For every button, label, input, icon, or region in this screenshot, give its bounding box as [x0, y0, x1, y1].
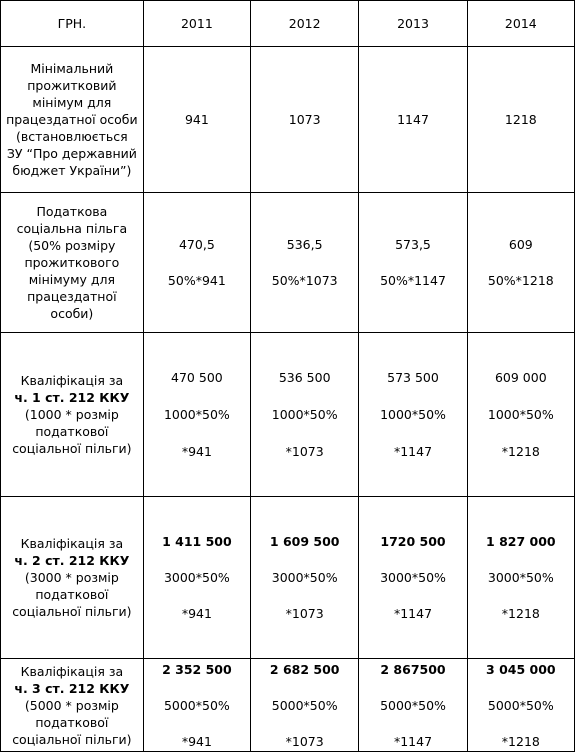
row-label: Кваліфікація за ч. 2 ст. 212 ККУ (3000 * розмір податкової соціальної пільги): [1, 497, 144, 659]
table-header-row: [1, 1, 575, 47]
cell-formula: 1000*50%: [163, 407, 230, 422]
cell-formula: 5000*50%: [380, 697, 446, 713]
cell-formula: *1147: [393, 444, 433, 459]
value-cell: [467, 193, 574, 333]
row-label: Мінімальний прожитковий мінімум для працездатної особи (встановлюється ЗУ “Про державний бюджет України”): [1, 47, 144, 193]
table-row-qualification-part1: [1, 333, 575, 497]
value-cell: [251, 659, 359, 752]
cell-formula: 1000*50%: [487, 407, 554, 422]
value-cell: [143, 497, 250, 659]
value-cell: [359, 333, 467, 497]
header-cell-2012: 2012: [251, 1, 359, 47]
cell-formula: *1147: [393, 606, 433, 621]
cell-formula: 1000*50%: [271, 407, 338, 422]
cell-value: 609: [508, 237, 533, 252]
table-row-qualification-part3: [1, 659, 575, 752]
header-cell-currency: ГРН.: [1, 1, 144, 47]
header-cell-2011: 2011: [143, 1, 250, 47]
cell-formula: *1218: [501, 733, 540, 749]
value-cell: [467, 333, 574, 497]
cell-formula: 3000*50%: [271, 570, 338, 585]
cell-value: 609 000: [494, 370, 547, 385]
value-cell: 1073: [251, 47, 359, 193]
row-label: Кваліфікація за ч. 3 ст. 212 ККУ (5000 * розмір податкової соціальної пільги): [1, 659, 144, 752]
cell-formula: 50%*1218: [487, 273, 554, 288]
cell-formula: *1073: [285, 444, 324, 459]
cell-value: 470,5: [178, 237, 215, 252]
cell-value: 2 682 500: [269, 661, 340, 677]
cell-formula: 50%*1147: [380, 273, 446, 288]
cell-formula: 3000*50%: [487, 570, 554, 585]
cell-formula: *941: [181, 733, 212, 749]
cell-formula: *1073: [285, 606, 324, 621]
cell-formula: 3000*50%: [163, 570, 230, 585]
header-cell-2014: 2014: [467, 1, 574, 47]
value-cell: [251, 497, 359, 659]
value-cell: [359, 193, 467, 333]
cell-value: 1 827 000: [486, 534, 556, 549]
value-cell: [359, 497, 467, 659]
value-cell: [251, 193, 359, 333]
value-cell: [143, 333, 250, 497]
value-cell: [143, 193, 250, 333]
cell-formula: 5000*50%: [163, 697, 230, 713]
cell-formula: 50%*1073: [271, 273, 338, 288]
cell-value: 2 352 500: [162, 661, 232, 677]
cell-value: 573,5: [395, 237, 431, 252]
value-cell: [359, 659, 467, 752]
cell-formula: *1218: [501, 606, 540, 621]
value-cell: 1147: [359, 47, 467, 193]
cell-formula: 1000*50%: [380, 407, 446, 422]
cell-value: 1 609 500: [269, 534, 340, 549]
cell-value: 3 045 000: [486, 661, 556, 677]
cell-formula: 5000*50%: [487, 697, 554, 713]
table-row-qualification-part2: [1, 497, 575, 659]
value-cell: [251, 333, 359, 497]
cell-formula: 3000*50%: [380, 570, 446, 585]
cell-value: 536,5: [286, 237, 323, 252]
header-cell-2013: 2013: [359, 1, 467, 47]
cell-formula: *941: [181, 606, 212, 621]
cell-formula: 5000*50%: [271, 697, 338, 713]
value-cell: [143, 659, 250, 752]
cell-value: 1720 500: [380, 534, 446, 549]
cell-formula: *941: [181, 444, 212, 459]
table-row-social-benefit: [1, 193, 575, 333]
cell-value: 2 867500: [380, 661, 446, 677]
table-row-minimum-subsistence: [1, 47, 575, 193]
cell-formula: *1147: [393, 733, 433, 749]
row-label: Кваліфікація за ч. 1 ст. 212 ККУ (1000 * розмір податкової соціальної пільги): [1, 333, 144, 497]
cell-value: 573 500: [387, 370, 439, 385]
value-cell: 941: [143, 47, 250, 193]
cell-value: 1 411 500: [162, 534, 232, 549]
value-cell: [467, 497, 574, 659]
cell-formula: 50%*941: [167, 273, 226, 288]
row-label: Податкова соціальна пільга (50% розміру прожиткового мінімуму для працездатної особи): [1, 193, 144, 333]
cell-value: 536 500: [278, 370, 331, 385]
cell-value: 470 500: [171, 370, 223, 385]
cell-formula: *1218: [501, 444, 540, 459]
cell-formula: *1073: [285, 733, 324, 749]
value-cell: 1218: [467, 47, 574, 193]
value-cell: [467, 659, 574, 752]
